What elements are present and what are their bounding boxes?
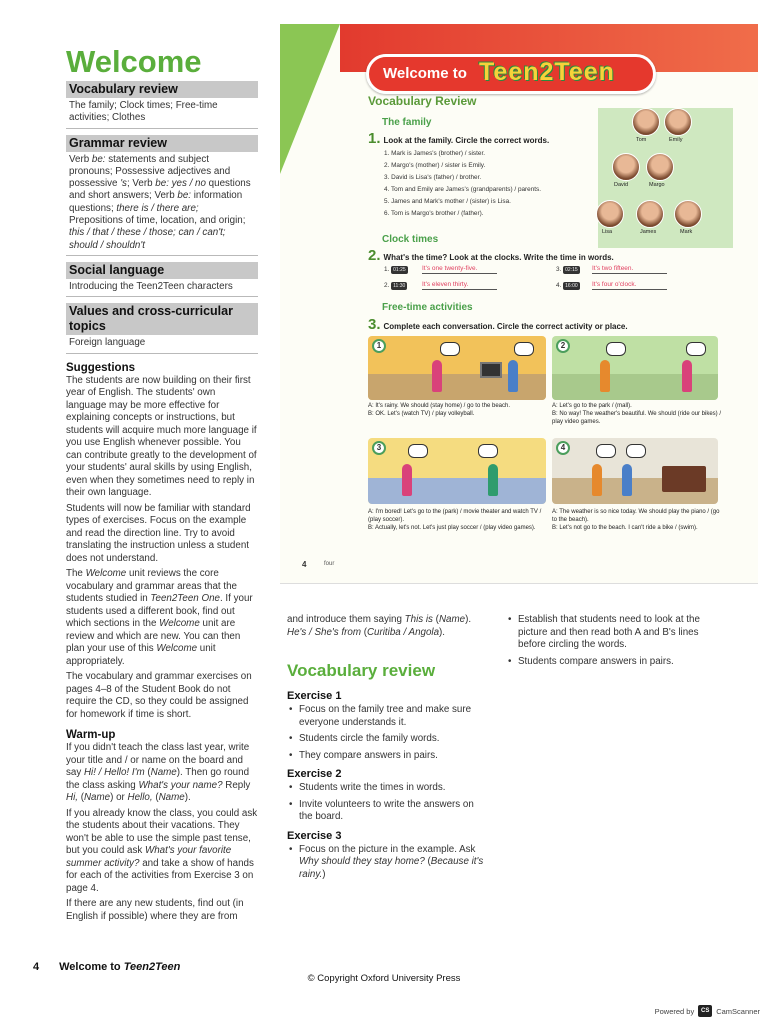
exercise-1-list <box>287 704 487 762</box>
free-time-heading: Free-time activities <box>382 302 473 313</box>
piano-illustration <box>662 466 706 492</box>
exercise-3-list <box>287 844 487 882</box>
section-heading: Vocabulary review <box>66 81 258 98</box>
section-heading: Social language <box>66 262 258 279</box>
section-body: Foreign language <box>66 335 258 353</box>
scene-3-picture <box>368 438 546 504</box>
section-heading: Values and cross-curricular topics <box>66 303 258 335</box>
powered-by-text: Powered by <box>654 1006 695 1016</box>
section-values <box>66 303 258 353</box>
section-grammar-review <box>66 135 258 256</box>
speech-bubble <box>514 342 534 356</box>
clock-heading: Clock times <box>382 234 439 245</box>
list-item: • Students write the times in words. <box>287 782 487 795</box>
decorative-triangle <box>280 24 340 174</box>
name-label: Tom <box>636 137 647 143</box>
character-figure <box>682 360 692 392</box>
dialogue-line-b: B: No way! The weather's beautiful. We should (ride our bikes) / play video games. <box>552 411 722 425</box>
exercise-item: 1. Mark is James's (brother) / sister. <box>384 150 486 157</box>
dialogue-line-a: A: Let's go to the park / (mall). <box>552 403 632 409</box>
section-body: Verb be: statements and subject pronouns; Possessive adjectives and possessive 's; Verb be: yes / no questions and short answers; Verb be: information questions; there is / there are; Prepositions of time, location, and origin; this / that / these / those; can / can't; should / shouldn't <box>66 152 258 256</box>
dialogue-line-a: A: The weather is so nice today. We should play the piano / (go to the beach). <box>552 509 720 523</box>
notes-column-middle <box>287 614 487 885</box>
tv-illustration <box>480 362 502 378</box>
name-label: David <box>614 182 629 188</box>
face-james <box>636 200 664 228</box>
exercise-1-heading: Exercise 1 <box>287 690 342 702</box>
instruction-text: Look at the family. Circle the correct words. <box>383 136 550 145</box>
scene-3-dialogue <box>368 508 548 532</box>
dialogue-line-a: A: It's rainy. We should (stay home) / go to the beach. <box>368 403 510 409</box>
section-body: Introducing the Teen2Teen characters <box>66 279 258 297</box>
warmup-paragraph: If there are any new students, find out (in English if possible) where they are from <box>66 898 244 922</box>
dialogue-line-a: A: I'm bored! Let's go to the (park) / movie theater and watch TV / (play soccer). <box>368 509 542 523</box>
character-figure <box>488 464 498 496</box>
exercise-item: 3. David is Lisa's (father) / brother. <box>384 174 482 181</box>
scene-2-picture <box>552 336 718 400</box>
face-mark <box>674 200 702 228</box>
warmup-paragraph: If you already know the class, you could ask the students about their vacations. They won't be able to use the simple past tense, but you could ask What's your favorite summer activity? and take a show of hands for each of the activities from Exercise 3 on page 4. <box>66 807 258 894</box>
list-item: • They compare answers in pairs. <box>287 750 487 763</box>
section-body: The family; Clock times; Free-time activities; Clothes <box>66 98 258 129</box>
exercise-number: 1. <box>368 130 381 147</box>
exercise-3-heading: Exercise 3 <box>287 829 342 842</box>
left-column <box>66 44 258 926</box>
list-item: • Focus on the picture in the example. Ask Why should they stay home? (Because it's rainy.) <box>287 844 487 882</box>
footer-title-italic: Teen2Teen <box>123 961 181 973</box>
item-number: 1. <box>384 266 390 273</box>
clock-face: 16:00 <box>565 283 578 289</box>
scene-number: 4 <box>556 441 570 455</box>
instruction-text: Complete each conversation. Circle the correct activity or place. <box>383 322 628 331</box>
speech-bubble <box>626 444 646 458</box>
face-tom <box>632 108 660 136</box>
sb-page-word: four <box>324 561 335 567</box>
speech-bubble <box>686 342 706 356</box>
family-heading: The family <box>382 117 432 128</box>
item-number: 2. <box>384 282 390 289</box>
banner-text: Welcome to <box>383 65 467 82</box>
family-tree-image <box>598 108 733 248</box>
suggestion-paragraph: The students are now building on their first year of English. The students' own language may be more effective for explaining concepts or instructions, but students will acquire much more language if you use English whenever possible. You can contribute greatly to the development of your students' aural skills by using English, even when they sometimes need to reply in their own language. <box>66 374 257 499</box>
face-margo <box>646 153 674 181</box>
scene-floor <box>368 374 546 400</box>
scene-1-picture <box>368 336 546 400</box>
character-figure <box>600 360 610 392</box>
dialogue-line-b: B: Let's not go to the beach. I can't ride a bike / (swim). <box>552 525 698 531</box>
section-social-language <box>66 262 258 297</box>
warmup-heading: Warm-up <box>66 729 116 742</box>
answer-line: It's eleven thirty. <box>422 280 497 290</box>
sb-page-number: 4 <box>302 560 307 569</box>
suggestion-paragraph: Students will now be familiar with standard types of exercises. Focus on the example and read the direction line. Try to avoid translating the instruction unless a student does not understand. <box>66 502 251 564</box>
powered-by-badge <box>655 1005 760 1017</box>
list-item: • Students circle the family words. <box>287 733 487 746</box>
list-item: • Students compare answers in pairs. <box>506 656 706 669</box>
instruction-text: What's the time? Look at the clocks. Write the time in words. <box>383 253 614 262</box>
list-item: • Focus on the family tree and make sure everyone understands it. <box>287 704 487 729</box>
scene-4-picture <box>552 438 718 504</box>
name-label: Lisa <box>602 229 613 235</box>
clock-item <box>384 266 411 274</box>
exercise-number: 2. <box>368 247 381 264</box>
name-label: Mark <box>680 229 693 235</box>
exercise-2-heading: Exercise 2 <box>287 768 342 780</box>
exercise-item: 6. Tom is Margo's brother / (father). <box>384 210 484 217</box>
clock-face: 01:25 <box>393 267 406 273</box>
clock-face: 02:15 <box>565 267 578 273</box>
exercise-2-list <box>287 782 487 824</box>
warmup-paragraph: If you didn't teach the class last year, write your title and / or name on the board and say Hi! / Hello! I'm (Name). Then go round the class asking What's your name? Reply Hi, (Name) or Hello, (Name). <box>66 742 251 804</box>
character-figure <box>592 464 602 496</box>
camscanner-label: CamScanner <box>716 1006 760 1016</box>
dialogue-line-b: B: Actually, let's not. Let's just play soccer / (play video games). <box>368 525 536 531</box>
page-number: 4 <box>33 961 40 973</box>
answer-line: It's four o'clock. <box>592 280 667 290</box>
answer-line: It's one twenty-five. <box>422 264 497 274</box>
section-heading: Grammar review <box>66 135 258 152</box>
section-vocabulary-review <box>66 81 258 129</box>
exercise-3-instruction <box>368 316 628 333</box>
page-title: Welcome <box>66 44 202 79</box>
scene-1-dialogue <box>368 402 548 418</box>
camscanner-icon: CS <box>698 1005 712 1017</box>
list-item: • Establish that students need to look at the picture and then read both A and B's lines before circling the words. <box>506 614 706 652</box>
exercise-1-instruction <box>368 130 549 147</box>
character-figure <box>402 464 412 496</box>
vocabulary-review-title: Vocabulary review <box>287 661 436 680</box>
footer-title: Welcome to <box>59 961 124 973</box>
clock-item <box>556 266 583 274</box>
scene-number: 1 <box>372 339 386 353</box>
notes-column-right <box>506 614 706 672</box>
suggestions-heading: Suggestions <box>66 361 136 374</box>
speech-bubble <box>478 444 498 458</box>
student-book-page <box>280 24 758 584</box>
speech-bubble <box>408 444 428 458</box>
face-david <box>612 153 640 181</box>
speech-bubble <box>440 342 460 356</box>
character-figure <box>508 360 518 392</box>
name-label: James <box>640 229 657 235</box>
answer-line: It's two fifteen. <box>592 264 667 274</box>
item-number: 3. <box>556 266 562 273</box>
exercise-item: 4. Tom and Emily are James's (grandparents) / parents. <box>384 186 542 193</box>
vocab-review-heading: Vocabulary Review <box>368 94 477 108</box>
item-number: 4. <box>556 282 562 289</box>
scene-2-dialogue <box>552 402 722 426</box>
exercise-2-instruction <box>368 247 614 264</box>
exercise-3-continued-list <box>506 614 706 668</box>
face-lisa <box>596 200 624 228</box>
exercise-item: 5. James and Mark's mother / (sister) is Lisa. <box>384 198 511 205</box>
exercise-item: 2. Margo's (mother) / sister is Emily. <box>384 162 486 169</box>
teen2teen-logo: Teen2Teen <box>479 58 615 86</box>
scene-floor <box>552 374 718 400</box>
page-footer <box>33 961 180 973</box>
face-emily <box>664 108 692 136</box>
scene-number: 3 <box>372 441 386 455</box>
exercise-number: 3. <box>368 316 381 333</box>
suggestion-paragraph: The vocabulary and grammar exercises on pages 4–8 of the Student Book do not require the CD, so they could be assigned for homework if time is short. <box>66 671 252 720</box>
name-label: Emily <box>669 137 683 143</box>
character-figure <box>432 360 442 392</box>
clock-item <box>384 282 410 290</box>
scene-4-dialogue <box>552 508 722 532</box>
intro-text: and introduce them saying This is (Name). He's / She's from (Curitiba / Angola). <box>287 614 472 638</box>
speech-bubble <box>606 342 626 356</box>
clock-face: 11:30 <box>393 283 406 289</box>
name-label: Margo <box>649 182 665 188</box>
copyright-notice: © Copyright Oxford University Press <box>307 973 461 984</box>
suggestion-paragraph: The Welcome unit reviews the core vocabulary and grammar areas that the students studied in Teen2Teen One. If your students used a different book, find out which sections in the Welcome unit are review and which are new. You can then plan your use of this Welcome unit appropriately. <box>66 568 253 667</box>
dialogue-line-b: B: OK. Let's (watch TV) / play volleyball. <box>368 411 475 417</box>
list-item: • Invite volunteers to write the answers on the board. <box>287 799 487 824</box>
character-figure <box>622 464 632 496</box>
speech-bubble <box>596 444 616 458</box>
unit-title-banner <box>366 54 656 94</box>
scene-floor <box>368 478 546 504</box>
scene-number: 2 <box>556 339 570 353</box>
clock-item <box>556 282 583 290</box>
